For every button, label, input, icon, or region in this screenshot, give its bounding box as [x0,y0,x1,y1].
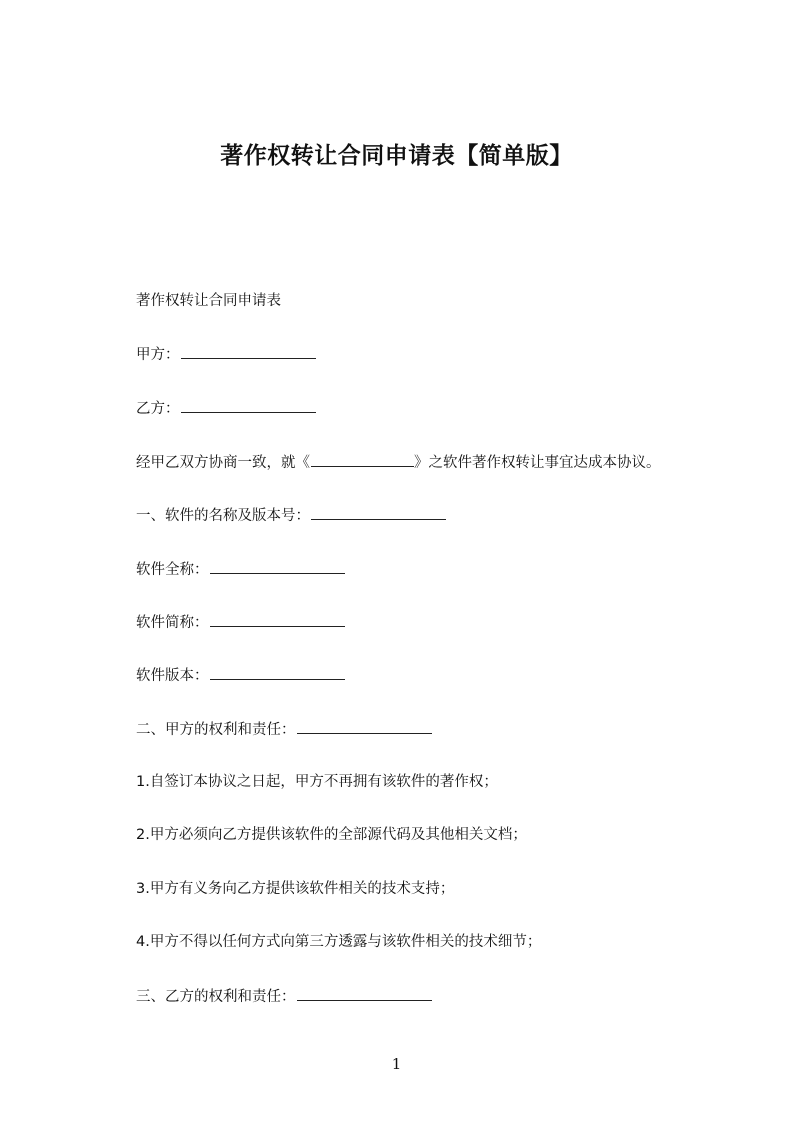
clause-4: 4.甲方不得以任何方式向第三方透露与该软件相关的技术细节； [136,934,542,950]
party-a-blank [181,344,316,359]
full-name-label: 软件全称： [136,562,209,578]
page-number: 1 [391,1055,402,1073]
intro-prefix: 经甲乙双方协商一致，就《 [136,455,310,471]
section2-label: 二、甲方的权利和责任： [136,722,296,738]
clause-3: 3.甲方有义务向乙方提供该软件相关的技术支持； [136,881,455,897]
section1-blank [311,505,446,520]
clause-1: 1.自签订本协议之日起，甲方不再拥有该软件的著作权； [136,774,498,790]
party-b-line [136,398,316,419]
short-name-line [136,612,345,633]
party-b-blank [181,398,316,413]
version-label: 软件版本： [136,668,209,684]
form-heading: 著作权转让合同申请表 [136,293,281,309]
section3-blank [297,986,432,1001]
section3-label: 三、乙方的权利和责任： [136,989,296,1005]
party-a-line [136,344,316,365]
short-name-label: 软件简称： [136,615,209,631]
section2-blank [297,719,432,734]
section3-line [136,986,432,1007]
intro-line [136,452,661,473]
section2-line [136,719,432,740]
software-name-blank [311,452,414,467]
party-b-label: 乙方： [136,401,180,417]
clause-2: 2.甲方必须向乙方提供该软件的全部源代码及其他相关文档； [136,827,527,843]
intro-suffix: 》之软件著作权转让事宜达成本协议。 [414,455,661,471]
document-title: 著作权转让合同申请表【简单版】 [220,143,573,169]
short-name-blank [210,612,345,627]
section1-label: 一、软件的名称及版本号： [136,508,310,524]
section1-line [136,505,446,526]
version-blank [210,665,345,680]
full-name-blank [210,559,345,574]
party-a-label: 甲方： [136,347,180,363]
version-line [136,665,345,686]
full-name-line [136,559,345,580]
